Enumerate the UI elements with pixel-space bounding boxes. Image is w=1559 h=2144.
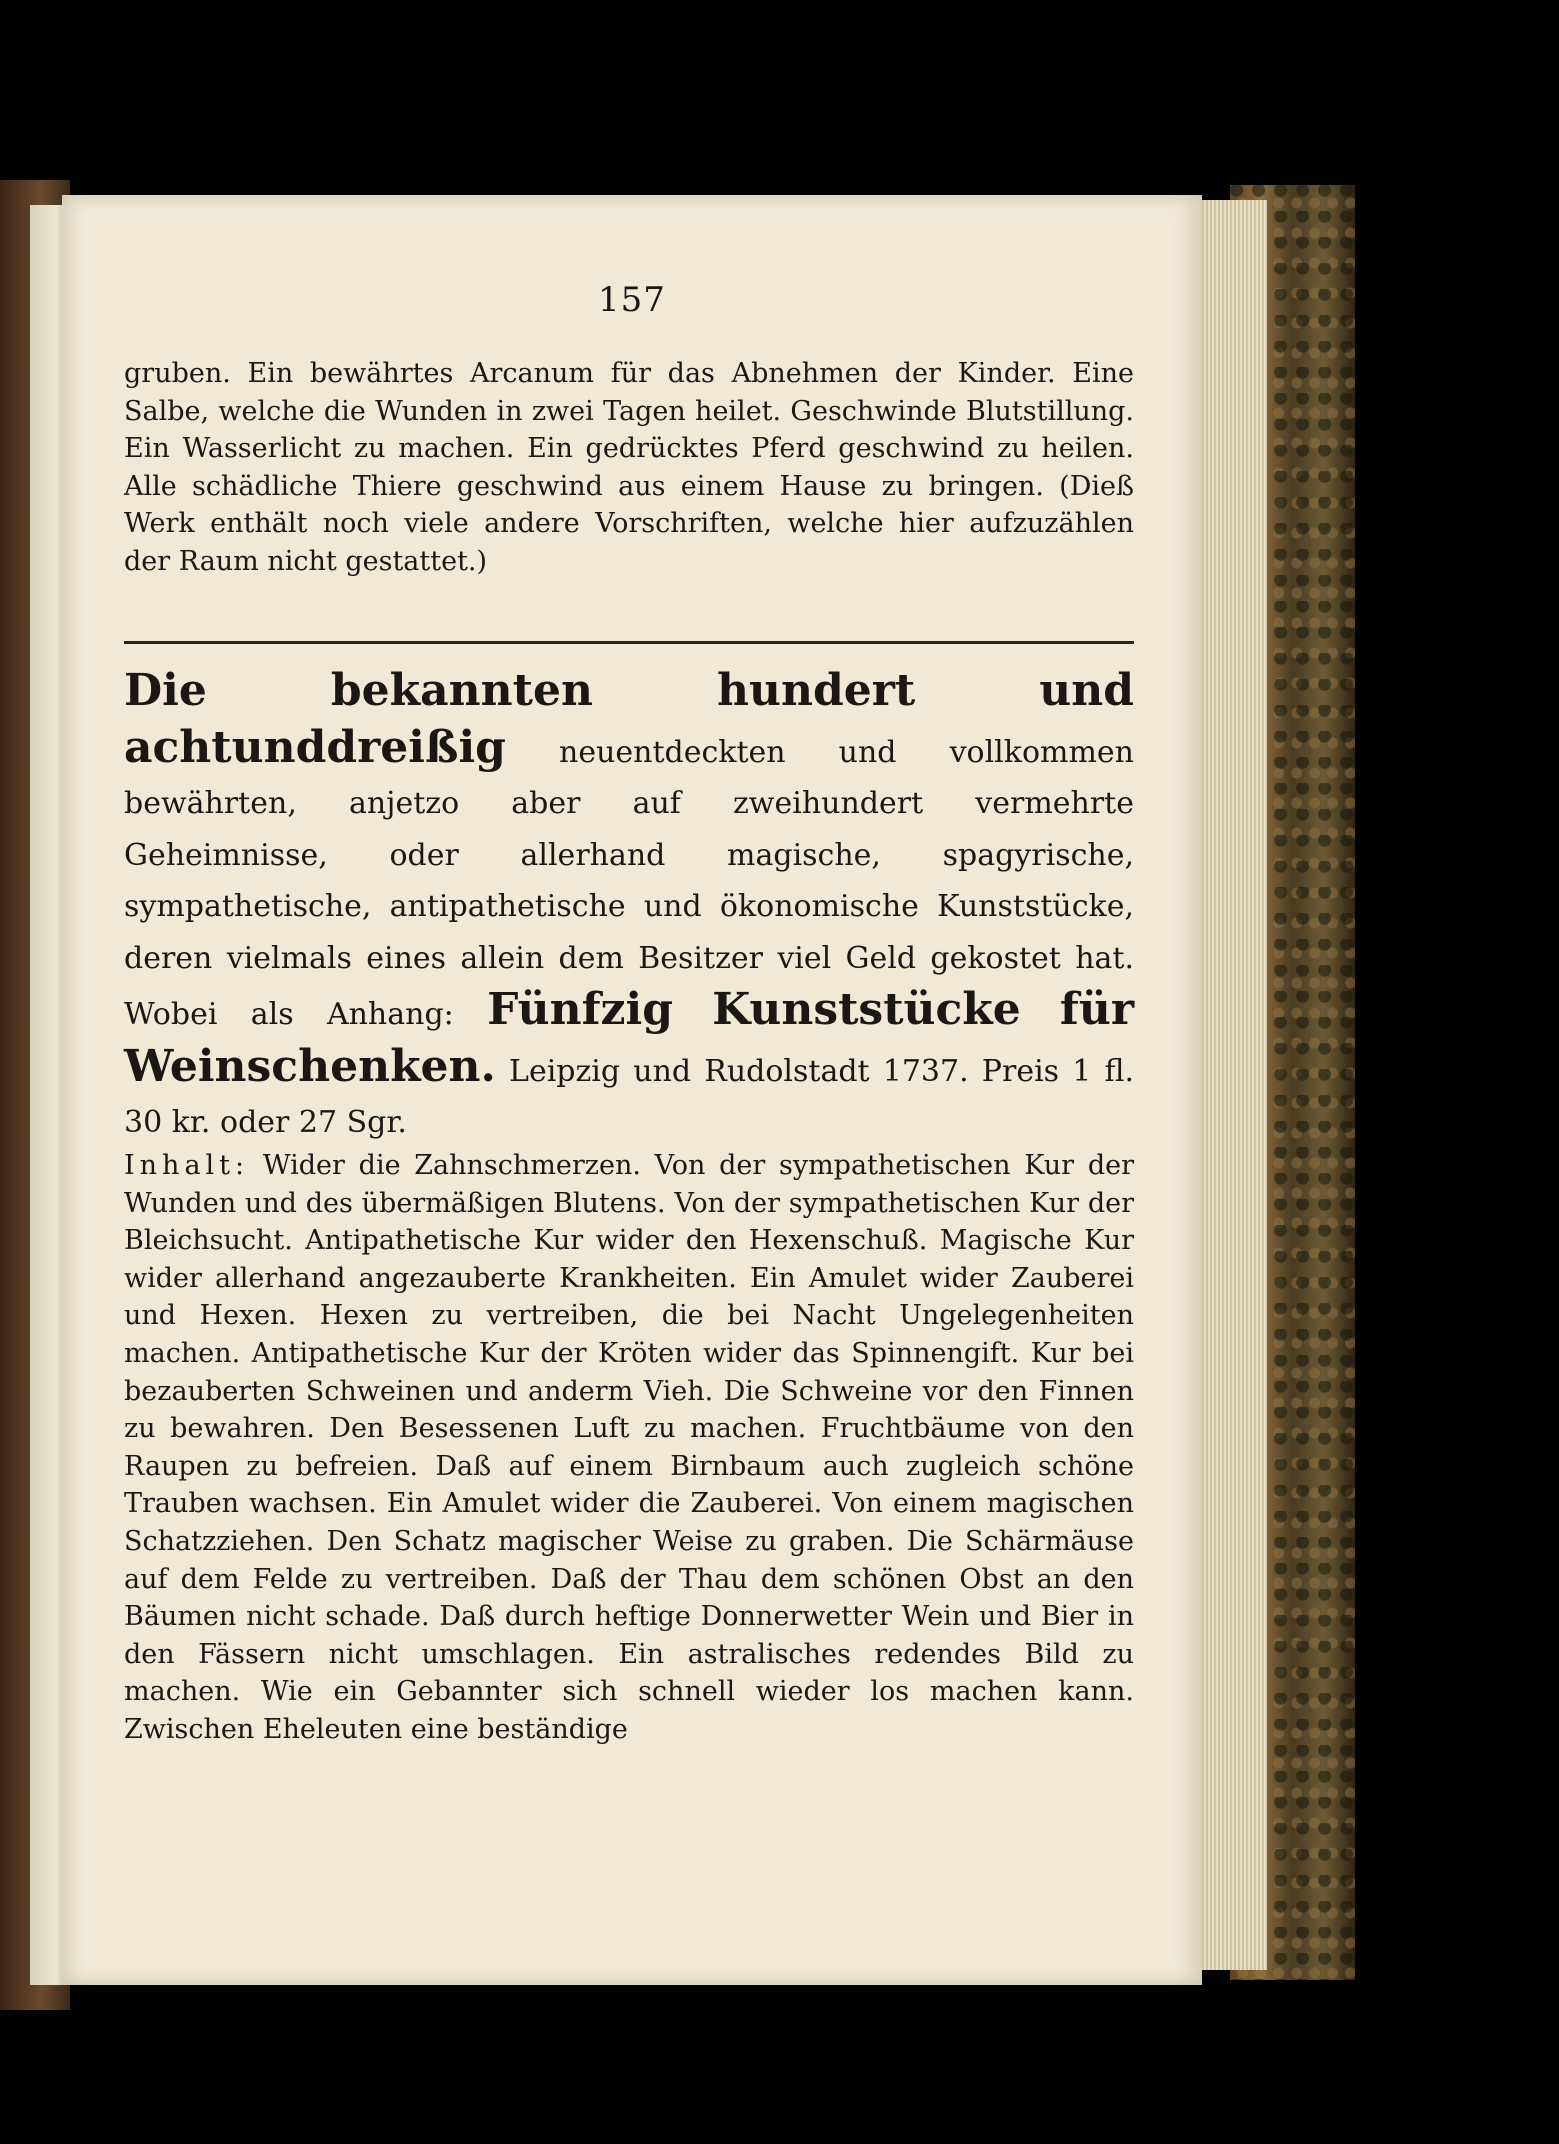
contents-label: Inhalt: — [124, 1150, 250, 1181]
book-title-bold: Die bekannten hundert und achtunddreißig — [124, 665, 1134, 773]
page-number: 157 — [598, 280, 666, 320]
appendix-title: Fünfzig Kunststücke für Weinschenken. — [124, 984, 1134, 1092]
contents-paragraph — [124, 1147, 1134, 1749]
book-title-text: neuentdeckten und vollkommen bewährten, anjetzo aber auf zweihundert vermehrte Geheimnisse, oder allerhand magische, spagyrische, sympathetische, antipathetische und ökonomische Kunststücke, deren vielmals eines allein dem Besitzer viel Geld gekostet hat. Wobei als Anhang: — [124, 734, 1134, 1032]
book-page — [62, 195, 1202, 1985]
intro-paragraph: gruben. Ein bewährtes Arcanum für das Abnehmen der Kinder. Eine Salbe, welche die Wunden in zwei Tagen heilet. Geschwinde Blutstillung. Ein Wasserlicht zu machen. Ein gedrücktes Pferd geschwind zu heilen. Alle schädliche Thiere geschwind aus einem Hause zu bringen. (Dieß Werk enthält noch viele andere Vorschriften, welche hier aufzuzählen der Raum nicht gestattet.) — [124, 358, 1134, 577]
page-stack-edge — [1192, 200, 1267, 1970]
contents-text: Wider die Zahnschmerzen. Von der sympathetischen Kur der Wunden und des übermäßigen Blutens. Von der sympathetischen Kur der Bleichsucht. Antipathetische Kur wider den Hexenschuß. Magische Kur wider allerhand angezauberte Krankheiten. Ein Amulet wider Zauberei und Hexen. Hexen zu vertreiben, die bei Nacht Ungelegenheiten machen. Antipathetische Kur der Kröten wider das Spinnengift. Kur bei bezauberten Schweinen und anderm Vieh. Die Schweine vor den Finnen zu bewahren. Den Besessenen Luft zu machen. Fruchtbäume von den Raupen zu befreien. Daß auf einem Birnbaum auch zugleich schöne Trauben wachsen. Ein Amulet wider die Zauberei. Von einem magischen Schatzziehen. Den Schatz magischer Weise zu graben. Die Schärmäuse auf dem Felde zu vertreiben. Daß der Thau dem schönen Obst an den Bäumen nicht schade. Daß durch heftige Donnerwetter Wein und Bier in den Fässern nicht umschlagen. Ein astralisches redendes Bild zu machen. Wie ein Gebannter sich schnell wieder los machen kann. Zwischen Eheleuten eine beständige — [124, 1150, 1134, 1745]
book-entry-title — [124, 665, 1134, 1149]
section-divider — [124, 641, 1134, 644]
imprint: Leipzig und Rudolstadt 1737. Preis 1 fl. 30 kr. oder 27 Sgr. — [124, 1053, 1134, 1140]
